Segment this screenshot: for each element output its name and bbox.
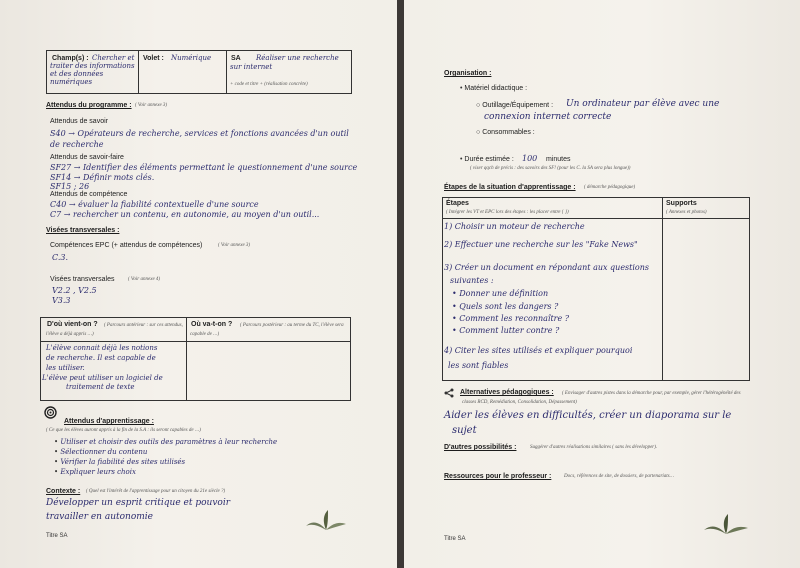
leaf-decoration-icon bbox=[704, 514, 748, 536]
alternatives-hw-1: Aider les élèves en difficultés, créer un diaporama sur le bbox=[444, 410, 732, 421]
alternatives-hw-2: sujet bbox=[452, 425, 477, 436]
supports-col-note: ( Annexes et photos) bbox=[666, 210, 707, 215]
branch-icon bbox=[444, 388, 454, 398]
autres-note: Suggérer d'autres réalisations similaires ( sans les développer). bbox=[530, 445, 658, 450]
etapes-heading-note: ( démarche pédagogique) bbox=[584, 185, 636, 190]
apprentissage-item: • Sélectionner du contenu bbox=[54, 447, 277, 457]
vt-note: ( Voir annexe 4) bbox=[128, 277, 161, 282]
supports-col-title: Supports bbox=[666, 200, 697, 207]
apprentissage-item: • Vérifier la fiabilité des sites utilisés bbox=[54, 457, 277, 467]
attendus-programme-note: ( Voir annexe 3) bbox=[135, 103, 168, 108]
step-3a: • Donner une définition bbox=[452, 289, 549, 298]
duree-value: 100 bbox=[522, 154, 538, 163]
contexte-note: ( Quel est l'intérêt de l'apprentissage pour un citoyen du 21e siècle ?) bbox=[86, 489, 226, 494]
epc-note: ( Voir annexe 3) bbox=[218, 243, 251, 248]
duree-note: ( viser qqch de précis : des savoirs des SF! (pour les C. la SA sera plus longue)) bbox=[470, 166, 631, 171]
outillage-label-text: Outillage/Équipement : bbox=[482, 102, 554, 109]
attendus-programme-heading: Attendus du programme : bbox=[46, 102, 132, 109]
etapes-heading: Étapes de la situation d'apprentissage : bbox=[444, 184, 576, 191]
leaf-decoration-icon bbox=[306, 510, 346, 532]
consommables-label-text: Consommables : bbox=[482, 129, 535, 136]
etapes-col-note: ( Intégrer les VT et EPC lors des étapes : les placer entre { }) bbox=[446, 210, 569, 215]
apprentissage-list bbox=[54, 437, 277, 477]
savoir-faire-label: Attendus de savoir-faire bbox=[50, 154, 124, 161]
ressources-heading: Ressources pour le professeur : bbox=[444, 473, 552, 480]
ressources-note: Docs, références de site, de dossiers, de partenariats… bbox=[564, 474, 675, 479]
organisation-heading: Organisation : bbox=[444, 70, 492, 77]
apprentissage-item: • Utiliser et choisir des outils des paramètres à leur recherche bbox=[54, 437, 277, 447]
target-icon bbox=[44, 406, 57, 419]
step-1: 1) Choisir un moteur de recherche bbox=[444, 222, 585, 231]
etapes-col-title: Étapes bbox=[446, 200, 469, 207]
col1-title: D'où vient-on ? bbox=[47, 321, 98, 328]
epc-value: C.3. bbox=[52, 253, 69, 262]
step-3: 3) Créer un document en répondant aux questions bbox=[444, 263, 649, 272]
apprentissage-note: ( Ce que les élèves auront appris à la fin de la S.A : ils seront capables de …) bbox=[46, 428, 201, 433]
col1-hw-4: L'élève peut utiliser un logiciel de bbox=[42, 374, 163, 382]
champs-label: Champ(s) : bbox=[52, 55, 89, 62]
step-3-cont: suivantes : bbox=[450, 276, 494, 285]
step-3d: • Comment lutter contre ? bbox=[452, 326, 560, 335]
epc-label: Compétences EPC (+ attendus de compétences) bbox=[50, 242, 203, 249]
col1-hw-1: L'élève connait déjà les notions bbox=[46, 344, 158, 352]
col1-hw-5: traitement de texte bbox=[66, 383, 135, 391]
left-page bbox=[0, 0, 397, 568]
step-4: 4) Citer les sites utilisés et expliquer pourquoi bbox=[444, 346, 633, 355]
col1-hw-2: de recherche. Il est capable de bbox=[46, 354, 156, 362]
visees-heading: Visées transversales : bbox=[46, 227, 120, 234]
outillage-hw-2: connexion internet correcte bbox=[484, 112, 612, 122]
step-3b: • Quels sont les dangers ? bbox=[452, 302, 559, 311]
autres-heading: D'autres possibilités : bbox=[444, 444, 517, 451]
binding-gutter bbox=[397, 0, 404, 568]
sf-line-3: SF15 ; 26 bbox=[50, 182, 90, 191]
sa-note: + code et titre + (réalisation concrète) bbox=[230, 82, 308, 87]
sf-line-1: SF27 → Identifier des éléments permettant le questionnement d'une source bbox=[50, 163, 358, 172]
alternatives-heading: Alternatives pédagogiques : bbox=[460, 389, 554, 396]
contexte-hw-1: Développer un esprit critique et pouvoir bbox=[46, 498, 231, 508]
sa-value: Réaliser une recherche sur internet bbox=[230, 54, 339, 71]
left-footer: Titre SA bbox=[46, 533, 68, 539]
volet-label: Volet : bbox=[143, 55, 164, 62]
step-3c: • Comment les reconnaître ? bbox=[452, 314, 570, 323]
sf-line-2: SF14 → Définir mots clés. bbox=[50, 173, 155, 182]
col1-note: ( Parcours antérieur : sur ces attendus, l'élève a déjà appris …) bbox=[46, 323, 183, 337]
apprentissage-item: • Expliquer leurs choix bbox=[54, 467, 277, 477]
vt-line-1: V2.2 , V2.5 bbox=[52, 286, 97, 295]
c-line-2: C7 → rechercher un contenu, en autonomie, au moyen d'un outil... bbox=[50, 210, 320, 219]
step-2: 2) Effectuer une recherche sur les "Fake News" bbox=[444, 240, 638, 249]
savoir-label: Attendus de savoir bbox=[50, 118, 108, 125]
alternatives-note: ( Envisager d'autres pistes dans la démarche pour, par exemple, gérer l'hétérogénéité des classes RCD, Remédiation, Consolidation, Dépassement) bbox=[462, 391, 741, 405]
c-line-1: C40 → évaluer la fiabilité contextuelle d'une source bbox=[50, 200, 259, 209]
materiel-label: • Matériel didactique : bbox=[460, 85, 527, 92]
col2-note: ( Parcours postérieur : au terme du TC, l'élève sera capable de …) bbox=[190, 323, 344, 337]
apprentissage-heading: Attendus d'apprentissage : bbox=[64, 418, 154, 425]
competence-label: Attendus de compétence bbox=[50, 191, 128, 198]
consommables-label: ○ Consommables : bbox=[476, 129, 535, 136]
volet-value: Numérique bbox=[171, 54, 212, 62]
vt-line-2: V3.3 bbox=[52, 296, 71, 305]
vt-label: Visées transversales bbox=[50, 276, 115, 283]
right-footer: Titre SA bbox=[444, 536, 466, 542]
col1-hw-3: les utiliser. bbox=[46, 364, 85, 372]
col2-title: Où va-t-on ? bbox=[191, 321, 233, 328]
contexte-heading: Contexte : bbox=[46, 488, 81, 495]
duree-unit: minutes bbox=[546, 156, 571, 163]
champs-value: Chercher et traiter des informations et des données numériques bbox=[50, 54, 135, 86]
savoir-value: S40 → Opérateurs de recherche, services et fonctions avancées d'un outil de recherche bbox=[50, 129, 349, 149]
contexte-hw-2: travailler en autonomie bbox=[46, 512, 153, 522]
outillage-hw-1: Un ordinateur par élève avec une bbox=[566, 99, 720, 109]
duree-label: • Durée estimée : bbox=[460, 156, 514, 163]
right-page bbox=[404, 0, 800, 568]
step-4-cont: les sont fiables bbox=[448, 361, 509, 370]
sa-label: SA bbox=[231, 55, 241, 62]
outillage-label: ○ Outillage/Équipement : bbox=[476, 102, 554, 109]
